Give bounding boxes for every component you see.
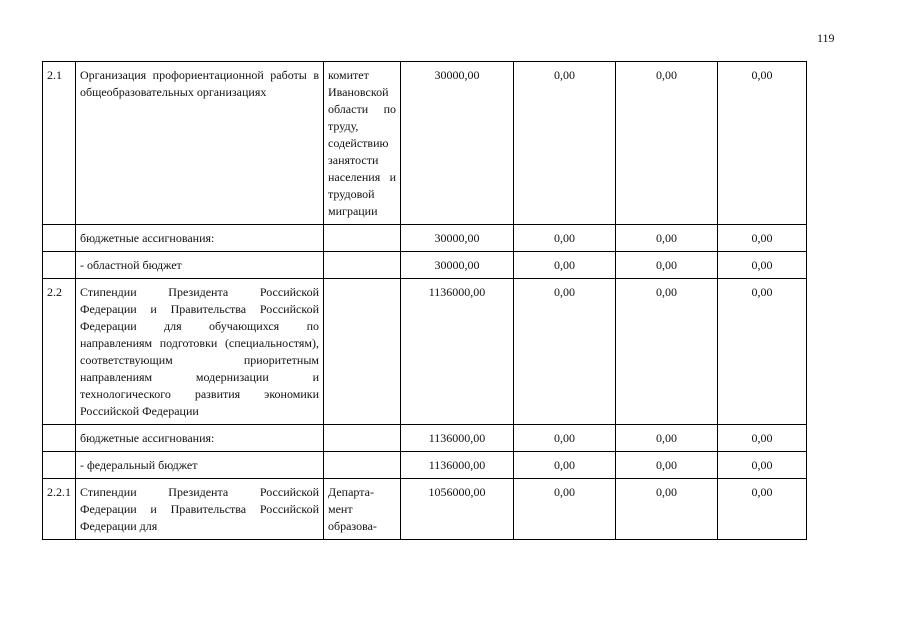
table-row-2-2-1 — [43, 479, 807, 540]
value-col-1: 30000,00 — [401, 62, 514, 225]
value-col-2: 0,00 — [514, 425, 616, 452]
value-col-2: 0,00 — [514, 252, 616, 279]
row-number: 2.2 — [43, 279, 76, 425]
value-col-4: 0,00 — [718, 452, 807, 479]
table-row-federal-budget — [43, 452, 807, 479]
measure-name: Стипендии Президента Российской Федерации и Правительства Российской Федерации для обучающихся по направлениям подготовки (специальностям), соответствующим приоритетным направлениям модернизации и технологического развития экономики Российской Федерации — [76, 279, 324, 425]
row-number: 2.2.1 — [43, 479, 76, 540]
measure-name: - федеральный бюджет — [76, 452, 324, 479]
page-number: 119 — [817, 31, 835, 45]
measure-name: - областной бюджет — [76, 252, 324, 279]
value-col-2: 0,00 — [514, 452, 616, 479]
measure-name: бюджетные ассигнования: — [76, 425, 324, 452]
table-row-budget-allocations — [43, 225, 807, 252]
row-number — [43, 252, 76, 279]
value-col-3: 0,00 — [616, 62, 718, 225]
measure-name: Организация профориентационной работы в общеобразовательных организациях — [76, 62, 324, 225]
value-col-1: 1136000,00 — [401, 279, 514, 425]
value-col-4: 0,00 — [718, 62, 807, 225]
value-col-3: 0,00 — [616, 225, 718, 252]
row-number: 2.1 — [43, 62, 76, 225]
value-col-1: 30000,00 — [401, 225, 514, 252]
executor — [324, 252, 401, 279]
measure-name: бюджетные ассигнования: — [76, 225, 324, 252]
table-row-budget-allocations — [43, 425, 807, 452]
value-col-2: 0,00 — [514, 479, 616, 540]
budget-table — [42, 61, 807, 540]
executor — [324, 425, 401, 452]
executor — [324, 225, 401, 252]
value-col-3: 0,00 — [616, 252, 718, 279]
value-col-2: 0,00 — [514, 279, 616, 425]
executor: комитет Ивановской области по труду, содействию занятости населения и трудовой миграции — [324, 62, 401, 225]
value-col-1: 1136000,00 — [401, 425, 514, 452]
executor — [324, 452, 401, 479]
value-col-4: 0,00 — [718, 479, 807, 540]
value-col-1: 1056000,00 — [401, 479, 514, 540]
table-row-2-2 — [43, 279, 807, 425]
value-col-3: 0,00 — [616, 479, 718, 540]
value-col-4: 0,00 — [718, 225, 807, 252]
executor — [324, 279, 401, 425]
executor: Департа-мент образова- — [324, 479, 401, 540]
value-col-2: 0,00 — [514, 62, 616, 225]
table-row-2-1 — [43, 62, 807, 225]
value-col-4: 0,00 — [718, 279, 807, 425]
row-number — [43, 425, 76, 452]
row-number — [43, 225, 76, 252]
value-col-1: 30000,00 — [401, 252, 514, 279]
measure-name: Стипендии Президента Российской Федерации и Правительства Российской Федерации для — [76, 479, 324, 540]
value-col-3: 0,00 — [616, 279, 718, 425]
row-number — [43, 452, 76, 479]
value-col-3: 0,00 — [616, 452, 718, 479]
value-col-3: 0,00 — [616, 425, 718, 452]
value-col-1: 1136000,00 — [401, 452, 514, 479]
table-row-regional-budget — [43, 252, 807, 279]
value-col-4: 0,00 — [718, 425, 807, 452]
value-col-4: 0,00 — [718, 252, 807, 279]
value-col-2: 0,00 — [514, 225, 616, 252]
